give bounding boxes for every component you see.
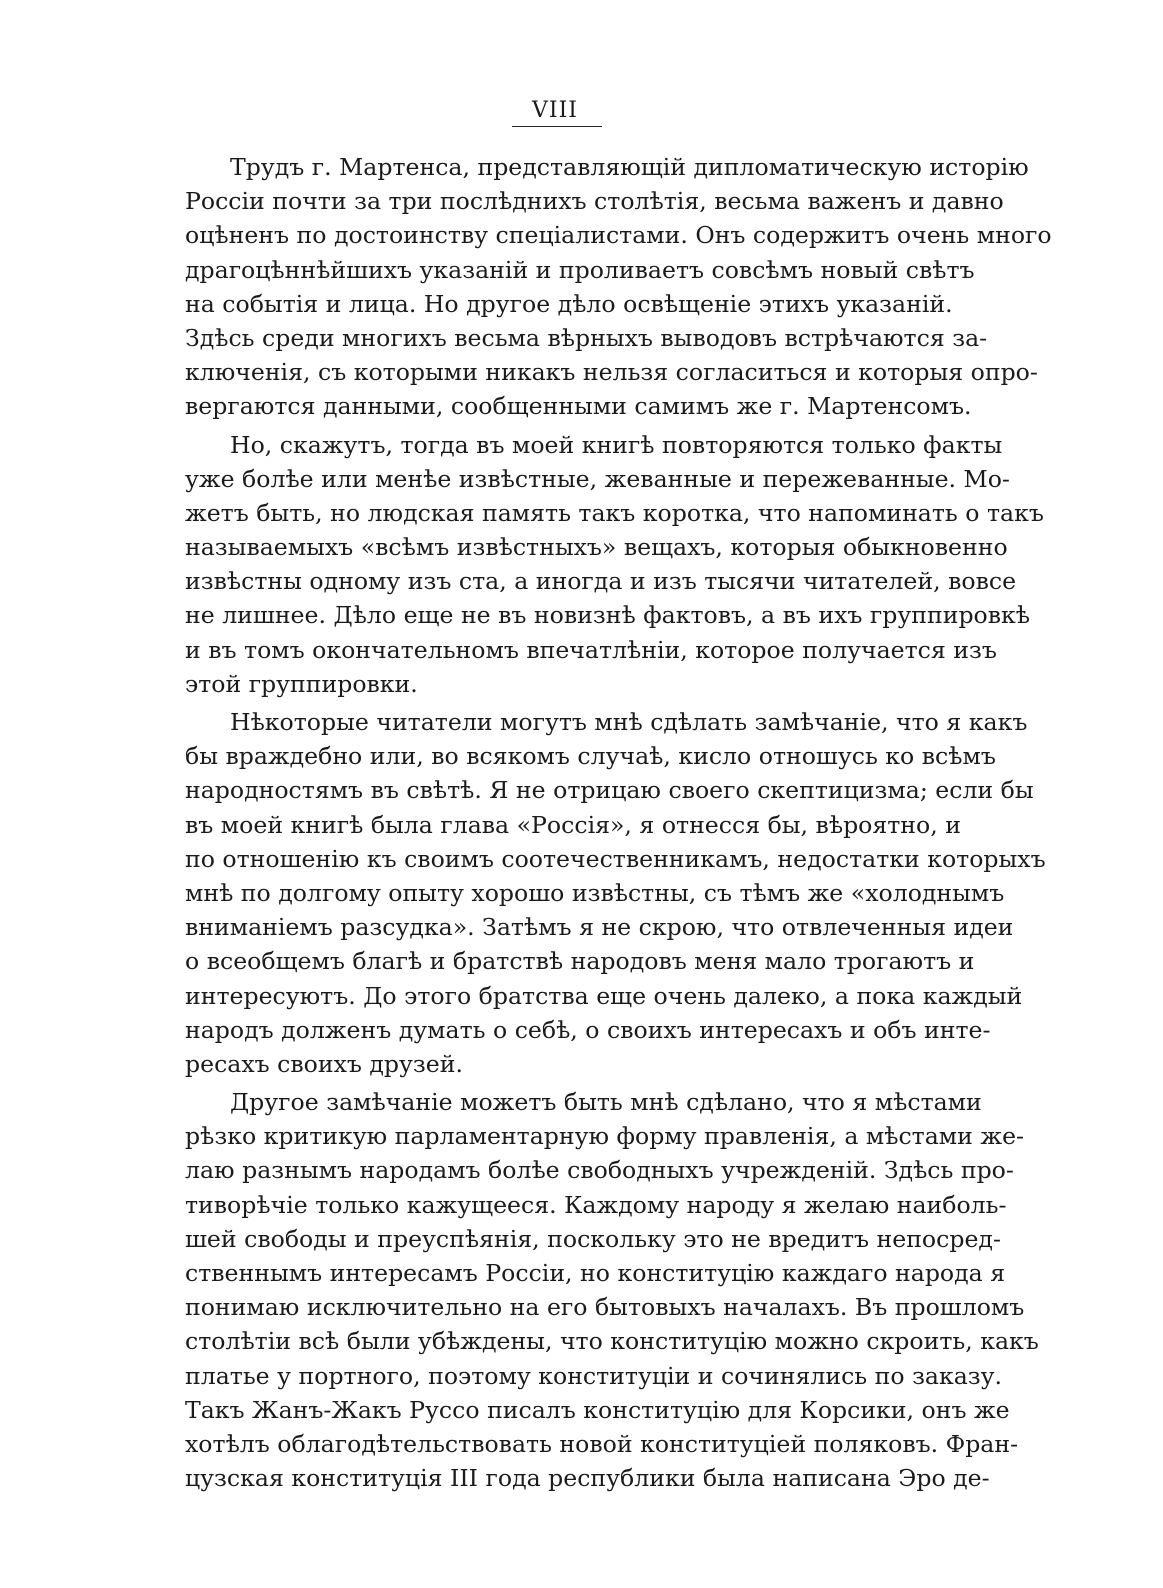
- text-line: вниманіемъ разсудка». Затѣмъ я не скрою, что отвлеченныя идеи: [185, 913, 1014, 942]
- text-line: рѣзко критикую парламентарную форму правленія, а мѣстами же-: [185, 1122, 1025, 1151]
- text-line: о всеобщемъ благѣ и братствѣ народовъ меня мало трогаютъ и: [185, 947, 975, 976]
- header-rule: [512, 126, 602, 127]
- text-line: ственнымъ интересамъ Россіи, но конституцію каждаго народа я: [185, 1259, 1006, 1287]
- text-line: не лишнее. Дѣло еще не въ новизнѣ фактовъ, а въ ихъ группировкѣ: [185, 601, 1031, 630]
- text-line: драгоцѣннѣйшихъ указаній и проливаетъ совсѣмъ новый свѣтъ: [185, 255, 975, 284]
- text-line: извѣстны одному изъ ста, а иногда и изъ тысячи читателей, вовсе: [185, 567, 1017, 596]
- page-number: VIII: [532, 98, 578, 123]
- text-line: тиворѣчіе только кажущееся. Каждому народу я желаю наиболь-: [185, 1190, 1007, 1219]
- text-line: столѣтіи всѣ были убѣждены, что конституцію можно скроить, какъ: [185, 1327, 1039, 1356]
- text-line: цузская конституція III года республики была написана Эро де-: [185, 1464, 990, 1493]
- text-body: [185, 150, 1052, 1499]
- text-line: Трудъ г. Мартенса, представляющій дипломатическую исторію: [230, 153, 1029, 181]
- paragraph-1: [185, 150, 1052, 424]
- text-line: интересуютъ. До этого братства еще очень далеко, а пока каждый: [185, 981, 1023, 1010]
- text-line: мнѣ по долгому опыту хорошо извѣстны, съ тѣмъ же «холоднымъ: [185, 878, 1005, 907]
- text-line: Но, скажутъ, тогда въ моей книгѣ повторяются только факты: [230, 430, 1003, 459]
- text-line: и въ томъ окончательномъ впечатлѣніи, которое получается изъ: [185, 635, 997, 664]
- text-line: понимаю исключительно на его бытовыхъ началахъ. Въ прошломъ: [185, 1293, 1025, 1322]
- text-line: вергаются данными, сообщенными самимъ же г. Мартенсомъ.: [185, 392, 972, 421]
- text-line: платье у портного, поэтому конституціи и сочинялись по заказу.: [185, 1361, 1003, 1390]
- text-line: хотѣлъ облагодѣтельствовать новой конституціей поляковъ. Фран-: [185, 1429, 1019, 1458]
- text-line: ресахъ своихъ друзей.: [185, 1049, 463, 1078]
- text-line: шей свободы и преуспѣянія, поскольку это не вредитъ непосред-: [185, 1224, 1001, 1253]
- text-line: на событія и лица. Но другое дѣло освѣщеніе этихъ указаній.: [185, 289, 953, 318]
- text-line: въ моей книгѣ была глава «Россія», я отнесся бы, вѣроятно, и: [185, 810, 961, 839]
- text-line: Нѣкоторые читатели могутъ мнѣ сдѣлать замѣчаніе, что я какъ: [230, 708, 1028, 736]
- text-line: Другое замѣчаніе можетъ быть мнѣ сдѣлано, что я мѣстами: [230, 1088, 982, 1117]
- text-line: Россіи почти за три послѣднихъ столѣтія, весьма важенъ и давно: [185, 187, 1004, 216]
- text-line: Такъ Жанъ-Жакъ Руссо писалъ конституцію для Корсики, онъ же: [185, 1395, 1010, 1424]
- text-line: называемыхъ «всѣмъ извѣстныхъ» вещахъ, которыя обыкновенно: [185, 533, 1008, 562]
- text-line: народностямъ въ свѣтѣ. Я не отрицаю своего скептицизма; если бы: [185, 776, 1034, 805]
- text-line: по отношенію къ своимъ соотечественникамъ, недостатки которыхъ: [185, 844, 1046, 873]
- text-line: лаю разнымъ народамъ болѣе свободныхъ учрежденій. Здѣсь про-: [185, 1156, 1014, 1185]
- text-line: бы враждебно или, во всякомъ случаѣ, кисло отношусь ко всѣмъ: [185, 742, 996, 771]
- text-line: жетъ быть, но людская память такъ коротка, что напоминать о такъ: [185, 498, 1044, 527]
- text-line: Здѣсь среди многихъ весьма вѣрныхъ выводовъ встрѣчаются за-: [185, 323, 988, 352]
- text-line: ключенія, съ которыми никакъ нельзя согласиться и которыя опро-: [185, 358, 1038, 387]
- text-line: уже болѣе или менѣе извѣстные, жеванные и пережеванные. Мо-: [185, 464, 1010, 493]
- text-line: оцѣненъ по достоинству спеціалистами. Онъ содержитъ очень много: [185, 221, 1052, 250]
- text-line: народъ долженъ думать о себѣ, о своихъ интересахъ и объ инте-: [185, 1015, 991, 1044]
- text-line: этой группировки.: [185, 669, 418, 698]
- paragraph-4: [185, 1085, 1039, 1495]
- paragraph-3: [185, 705, 1046, 1081]
- paragraph-2: [185, 428, 1044, 702]
